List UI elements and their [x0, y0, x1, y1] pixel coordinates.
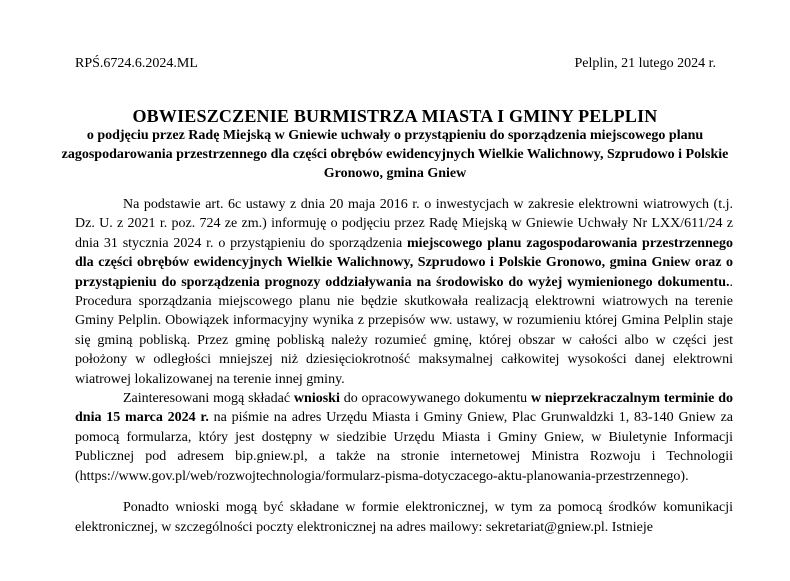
document-subtitle: o podjęciu przez Radę Miejską w Gniewie uchwały o przystąpieniu do sporządzenia miejscowego planu zagospodarowania przestrzennego dla części obrębów ewidencyjnych Wielkie Walichnowy, Szprudowo i Polskie Gronowo, gmina Gniew — [61, 128, 729, 181]
p1-text-2: . Procedura sporządzania miejscowego planu nie będzie skutkowała realizacją elektrowni wiatrowych na terenie Gminy Pelplin. Obowiązek informacyjny wynika z przepisów ww. ustawy, w rozumieniu której Gmina Pelplin staje się gminą pobliską. Przez gminę pobliską należy rozumieć gminę, której obszar w całości albo w części jest położony w odległości mniejszej niż dziesięciokrotność maksymalnej całkowitej wysokości danej elektrowni wiatrowej lokalizowanej na terenie innej gminy. — [75, 274, 733, 387]
p2-text-2: do opracowywanego dokumentu — [339, 391, 531, 407]
p2-bold-1: wnioski — [293, 391, 340, 407]
p1-text-1: Na podstawie art. 6c ustawy z dnia 20 maja 2016 r. o inwestycjach w zakresie elektrowni wiatrowych (t.j. Dz. U. z 2021 r. poz. 724 ze zm.) informuję o podjęciu przez Radę Miejską w Gniewie Uchwały Nr LXX/611/24 z dnia 31 stycznia 2024 r. o przystąpieniu do sporządzenia — [75, 197, 733, 251]
p3-text-1: Ponadto wnioski mogą być składane w formie elektronicznej, w tym za pomocą środków komunikacji elektronicznej, w szczególności poczty elektronicznej na adres mailowy: sekretariat@gniew.pl. Istnieje — [75, 500, 733, 535]
p2-text-1: Zainteresowani mogą składać — [123, 391, 294, 407]
p2-bold-2: w nieprzekraczalnym terminie do dnia 15 marca 2024 r. — [75, 391, 733, 426]
document-title: OBWIESZCZENIE BURMISTRZA MIASTA I GMINY PELPLIN — [132, 106, 658, 126]
paragraph-submissions — [75, 389, 733, 486]
document-body — [75, 195, 733, 537]
paragraph-electronic — [75, 498, 733, 537]
p1-bold-1: miejscowego planu zagospodarowania przestrzennego dla części obrębów ewidencyjnych Wielkie Walichnowy, Szprudowo i Polskie Gronowo, gmina Gniew oraz o przystąpieniu do sporządzenia prognozy oddziaływania na środowisko do wyżej wymienionego dokumentu. — [75, 235, 734, 290]
place-date: Pelplin, 21 lutego 2024 r. — [574, 56, 716, 71]
paragraph-legal-basis — [75, 195, 733, 389]
reference-number: RPŚ.6724.6.2024.ML — [75, 56, 198, 71]
p2-text-3: na piśmie na adres Urzędu Miasta i Gminy Gniew, Plac Grunwaldzki 1, 83-140 Gniew za pomocą formularza, który jest dostępny w siedzibie Urzędu Miasta i Gminy Gniew, w Biuletynie Informacji Publicznej pod adresem bip.gniew.pl, a także na stronie internetowej Ministra Rozwoju i Technologii (https://www.gov.pl/web/rozwojtechnologia/formularz-pisma-dotyczacego-aktu-planowania-przestrzennego). — [75, 410, 733, 484]
